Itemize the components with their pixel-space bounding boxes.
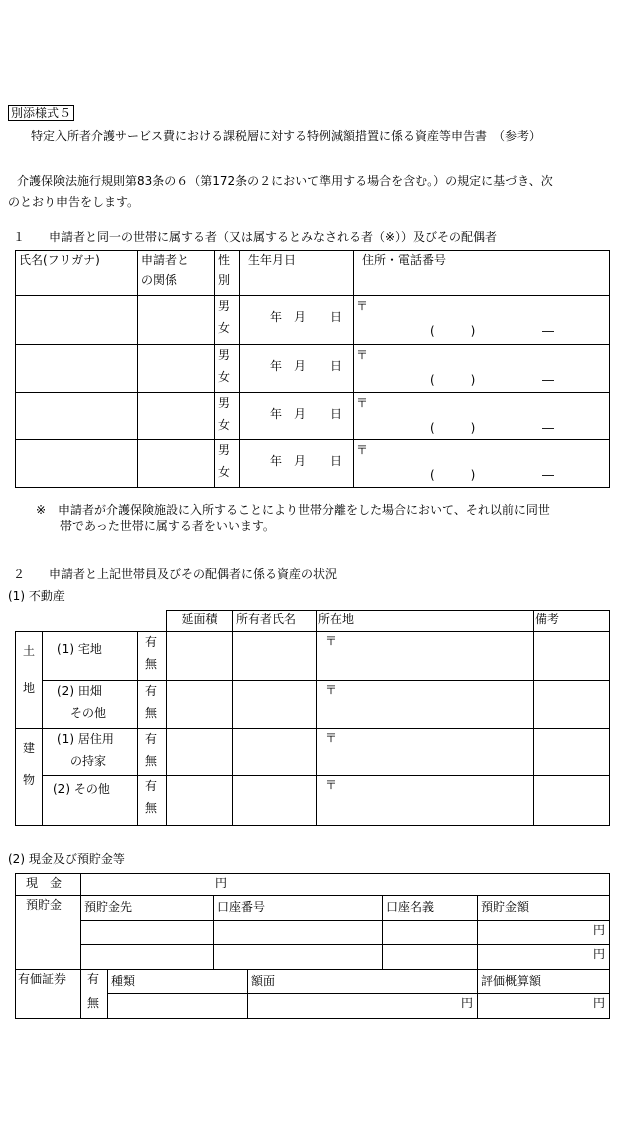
remarks-cell[interactable] — [534, 729, 610, 776]
intro-line-2: のとおり申告をします。 — [8, 195, 140, 209]
col-name: 氏名(フリガナ) — [19, 253, 100, 267]
floor-area-cell[interactable] — [167, 729, 233, 776]
name-cell[interactable] — [16, 296, 138, 345]
sex-female[interactable]: 女 — [218, 465, 231, 479]
postal-mark: 〒 — [356, 396, 369, 410]
col-owner: 所有者氏名 — [236, 612, 297, 626]
have-label[interactable]: 有 — [145, 779, 158, 793]
col-sex-1: 性 — [218, 253, 231, 267]
owner-cell[interactable] — [233, 729, 317, 776]
col-remarks: 備考 — [535, 612, 560, 626]
real-estate-heading: (1) 不動産 — [8, 589, 65, 603]
note-line-1: ※ 申請者が介護保険施設に入所することにより世帯分離をした場合において、それ以前に同世 — [36, 503, 550, 517]
cash-deposits-table — [15, 873, 610, 1019]
account-name-cell[interactable] — [383, 921, 478, 945]
postal-mark: 〒 — [325, 683, 338, 697]
postal-mark: 〒 — [356, 348, 369, 362]
postal-mark: 〒 — [325, 778, 338, 792]
cash-yen[interactable]: 円 — [215, 876, 228, 890]
sex-male[interactable]: 男 — [218, 348, 231, 362]
building-label-2: 物 — [23, 773, 36, 787]
col-relation-1: 申請者と — [141, 253, 190, 267]
col-balance: 預貯金額 — [481, 900, 530, 914]
kind-cell[interactable] — [108, 994, 248, 1019]
sex-male[interactable]: 男 — [218, 396, 231, 410]
other-building-label: (2) その他 — [53, 782, 110, 796]
phone-paren[interactable]: ( ) — [430, 468, 476, 482]
name-cell[interactable] — [16, 345, 138, 393]
balance-yen[interactable]: 円 — [593, 923, 606, 937]
account-name-cell[interactable] — [383, 945, 478, 970]
remarks-cell[interactable] — [534, 776, 610, 826]
member-row — [16, 393, 610, 440]
farmland-label-1: (2) 田畑 — [57, 684, 102, 698]
relation-cell[interactable] — [138, 440, 215, 488]
col-sex-2: 別 — [218, 273, 231, 287]
phone-paren[interactable]: ( ) — [430, 324, 476, 338]
face-value-yen[interactable]: 円 — [460, 996, 473, 1010]
member-row — [16, 345, 610, 393]
note-line-2: 帯であった世帯に属する者をいいます。 — [60, 519, 275, 533]
floor-area-cell[interactable] — [167, 681, 233, 729]
col-face-value: 額面 — [251, 974, 276, 988]
phone-dash: ― — [542, 373, 554, 387]
floor-area-cell[interactable] — [167, 776, 233, 826]
cash-deposits-heading: (2) 現金及び預貯金等 — [8, 852, 125, 866]
building-label-1: 建 — [23, 741, 36, 755]
cash-label: 現 金 — [26, 876, 63, 890]
phone-dash: ― — [542, 468, 554, 482]
none-label[interactable]: 無 — [87, 996, 100, 1010]
residential-land-label: (1) 宅地 — [57, 642, 102, 656]
bank-cell[interactable] — [81, 945, 214, 970]
postal-mark: 〒 — [356, 299, 369, 313]
col-floor-area: 延面積 — [181, 612, 218, 626]
real-estate-table — [15, 610, 610, 826]
remarks-cell[interactable] — [534, 632, 610, 681]
have-label[interactable]: 有 — [145, 635, 158, 649]
owner-cell[interactable] — [233, 776, 317, 826]
postal-mark: 〒 — [325, 731, 338, 745]
section-2-heading: ２ 申請者と上記世帯員及びその配偶者に係る資産の状況 — [13, 567, 338, 581]
relation-cell[interactable] — [138, 393, 215, 440]
phone-paren[interactable]: ( ) — [430, 421, 476, 435]
name-cell[interactable] — [16, 393, 138, 440]
col-address: 住所・電話番号 — [362, 253, 447, 267]
remarks-cell[interactable] — [534, 681, 610, 729]
account-no-cell[interactable] — [214, 945, 383, 970]
birth-date[interactable]: 年 月 日 — [270, 407, 343, 421]
account-no-cell[interactable] — [214, 921, 383, 945]
residence-label-2: の持家 — [70, 754, 107, 768]
col-relation-2: の関係 — [141, 273, 178, 287]
none-label[interactable]: 無 — [145, 801, 158, 815]
floor-area-cell[interactable] — [167, 632, 233, 681]
sex-female[interactable]: 女 — [218, 370, 231, 384]
form-id: 別添様式５ — [8, 105, 74, 121]
document-title: 特定入所者介護サービス費における課税層に対する特例減額措置に係る資産等申告書 （参考） — [31, 129, 542, 143]
none-label[interactable]: 無 — [145, 657, 158, 671]
phone-dash: ― — [542, 324, 554, 338]
residence-label-1: (1) 居住用 — [57, 732, 114, 746]
securities-label: 有価証券 — [18, 972, 67, 986]
birth-date[interactable]: 年 月 日 — [270, 359, 343, 373]
balance-yen[interactable]: 円 — [593, 947, 606, 961]
postal-mark: 〒 — [356, 443, 369, 457]
col-birth: 生年月日 — [248, 253, 297, 267]
member-row — [16, 440, 610, 488]
postal-mark: 〒 — [325, 634, 338, 648]
relation-cell[interactable] — [138, 345, 215, 393]
phone-paren[interactable]: ( ) — [430, 373, 476, 387]
col-bank: 預貯金先 — [84, 900, 133, 914]
member-row — [16, 296, 610, 345]
valuation-yen[interactable]: 円 — [593, 996, 606, 1010]
sex-male[interactable]: 男 — [218, 299, 231, 313]
have-label[interactable]: 有 — [145, 684, 158, 698]
none-label[interactable]: 無 — [145, 754, 158, 768]
col-account-name: 口座名義 — [386, 900, 435, 914]
name-cell[interactable] — [16, 440, 138, 488]
col-kind: 種類 — [111, 974, 136, 988]
land-label-1: 土 — [23, 644, 36, 658]
relation-cell[interactable] — [138, 296, 215, 345]
owner-cell[interactable] — [233, 681, 317, 729]
deposits-label: 預貯金 — [26, 898, 63, 912]
owner-cell[interactable] — [233, 632, 317, 681]
have-label[interactable]: 有 — [87, 972, 100, 986]
intro-line-1: 介護保険法施行規則第83条の６（第172条の２において準用する場合を含む。）の規定に基づき、次 — [17, 174, 553, 188]
none-label[interactable]: 無 — [145, 706, 158, 720]
sex-female[interactable]: 女 — [218, 321, 231, 335]
birth-date[interactable]: 年 月 日 — [270, 310, 343, 324]
bank-cell[interactable] — [81, 921, 214, 945]
phone-dash: ― — [542, 421, 554, 435]
col-valuation: 評価概算額 — [481, 974, 542, 988]
sex-male[interactable]: 男 — [218, 443, 231, 457]
household-members-table — [15, 250, 610, 488]
farmland-label-2: その他 — [70, 706, 107, 720]
have-label[interactable]: 有 — [145, 732, 158, 746]
land-label-2: 地 — [23, 681, 36, 695]
section-1-heading: １ 申請者と同一の世帯に属する者（又は属するとみなされる者（※））及びその配偶者 — [13, 230, 498, 244]
birth-date[interactable]: 年 月 日 — [270, 454, 343, 468]
col-location: 所在地 — [318, 612, 355, 626]
col-account-no: 口座番号 — [217, 900, 266, 914]
sex-female[interactable]: 女 — [218, 418, 231, 432]
